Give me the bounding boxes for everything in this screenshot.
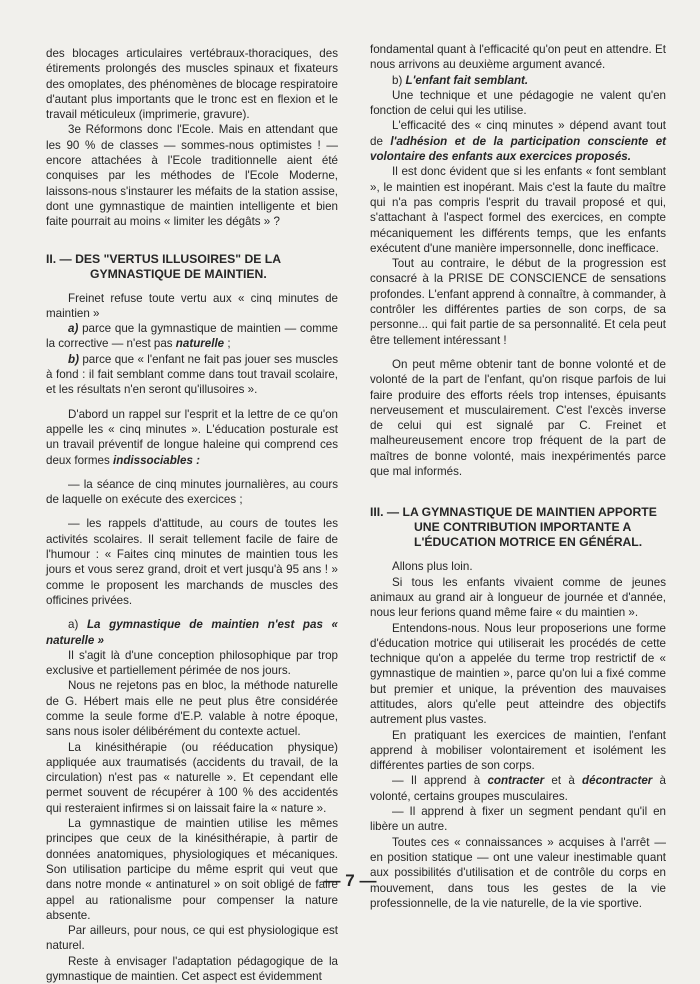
emphasis: contracter [487,774,545,788]
paragraph: a) parce que la gymnastique de maintien — comme la corrective — n'est pas naturelle ; [46,322,338,351]
list-label: b) [68,352,79,366]
paragraph: des blocages articulaires vertébraux-thoraciques, des étirements prolongés des muscles spinaux et fixateurs des omoplates, des phénomènes de blocage respiratoire d'autant plus importants que le tronc est en flexion et le travail méticuleux (imprimerie, gravure). [46,47,338,122]
paragraph: Nous ne rejetons pas en bloc, la méthode naturelle de G. Hébert mais elle ne peut plus être considérée comme la seule forme d'E.P. valable à notre époque, sans nous isoler délibérément du contexte actuel. [46,679,338,739]
paragraph: Il s'agit là d'une conception philosophique par trop exclusive et partiellement périmée de nos jours. [46,648,338,678]
paragraph: D'abord un rappel sur l'esprit et la lettre de ce qu'on appelle les « cinq minutes ». L'éducation posturale est un travail préventif de longue haleine qui comprend ces deux formes indissociables : [46,407,338,467]
emphasis: indissociables : [113,453,200,467]
list-label: a) [68,322,79,336]
paragraph: L'efficacité des « cinq minutes » dépend avant tout de l'adhésion et de la participation consciente et volontaire des enfants aux exercices proposés. [370,119,666,164]
paragraph: — la séance de cinq minutes journalières, au cours de laquelle on exécute des exercices ; [46,477,338,507]
subsection-heading-a: a) La gymnastique de maintien n'est pas « naturelle » [46,618,338,647]
paragraph: Entendons-nous. Nous leur proposerions une forme d'éducation motrice qui utiliserait les procédés de cette technique qu'on a appelée du terme trop restrictif de « gymnastique de maintien », parce qu'on lui a fixé comme but premier et unique, la prévention des mauvaises attitudes, alors qu'elle peut atteindre des objectifs autrement plus vastes. [370,621,666,727]
paragraph: La kinésithérapie (ou rééducation physique) appliquée aux traumatisés (accidents du travail, de la circulation) n'est pas « naturelle ». Et cependant elle permet souvent de récupérer à 100 % des accidentés qui resteraient infirmes si on laissait faire la « nature ». [46,740,338,815]
paragraph: fondamental quant à l'efficacité qu'on peut en attendre. Et nous arrivons au deuxième argument avancé. [370,43,666,72]
paragraph: 3e Réformons donc l'Ecole. Mais en attendant que les 90 % de classes — sommes-nous optimistes ! — encore attachées à l'Ecole traditionnelle aient été conquises par les méthodes de l'Ecole Moderne, laissons-nous s'instaurer les méfaits de la station assise, dont une gymnastique de maintien intelligente et bien faite pourrait au moins « limiter les dégâts » ? [46,123,338,229]
paragraph: Freinet refuse toute vertu aux « cinq minutes de maintien » [46,291,338,320]
paragraph: Toutes ces « connaissances » acquises à l'arrêt — en position statique — ont une valeur inestimable quant aux possibilités d'utilisation et de contrôle du corps en mouvement, dans tous les gestes de la vie professionnelle, de la vie naturelle, de la vie sportive. [370,835,666,910]
right-column [370,42,666,911]
paragraph: On peut même obtenir tant de bonne volonté et de volonté de la part de l'enfant, qu'on risque parfois de lui faire produire des efforts réels trop intenses, épuisants nerveusement et musculairement. C'est l'excès inverse de celui qui est signalé par C. Freinet et malheureusement encore trop fréquent de la part de maîtres de bonne volonté, mais inexpérimentés parce que mal informés. [370,357,666,479]
paragraph: Tout au contraire, le début de la progression est consacré à la PRISE DE CONSCIENCE de sensations profondes. L'enfant apprend à connaître, à commander, à contrôler les différentes parties de son corps, de sa personne... qui fait partie de sa personnalité. Et cela peut être tellement intéressant ! [370,257,666,347]
emphasis: naturelle [175,337,225,351]
paragraph: Si tous les enfants vivaient comme de jeunes animaux au grand air à longueur de journée et d'année, nous leur ferions quand même faire « du maintien ». [370,575,666,620]
paragraph: Reste à envisager l'adaptation pédagogique de la gymnastique de maintien. Cet aspect est évidemment [46,954,338,984]
paragraph: b) parce que « l'enfant ne fait pas jouer ses muscles à fond : il fait semblant comme dans tout travail scolaire, et les résultats n'en seront qu'illusoires ». [46,352,338,397]
paragraph: Une technique et une pédagogie ne valent qu'en fonction de celui qui les utilise. [370,88,666,118]
subsection-heading-b: b) L'enfant fait semblant. [392,73,529,87]
paragraph: — les rappels d'attitude, au cours de toutes les activités scolaires. Il serait tellement facile de faire de l'humour : « Faites cinq minutes de maintien tous les jours et vous serez grand, droit et vert jusqu'à 95 ans ! » comme le proposent les marchands de muscles des officines privées. [46,517,338,607]
paragraph: — Il apprend à fixer un segment pendant qu'il en libère un autre. [370,805,666,834]
section-heading-3: III. — LA GYMNASTIQUE DE MAINTIEN APPORTE UNE CONTRIBUTION IMPORTANTE A L'ÉDUCATION MOTRICE EN GÉNÉRAL. [370,505,657,550]
left-column [46,46,338,984]
emphasis: décontracter [582,774,653,788]
paragraph: Par ailleurs, pour nous, ce qui est physiologique est naturel. [46,924,338,953]
paragraph: Il est donc évident que si les enfants « font semblant », le maintien est inopérant. Mais c'est la faute du maître qui n'a pas compris l'esprit du travail proposé et qui, s'attachant à l'aspect formel des exercices, en compte mécaniquement les différents temps, que les enfants exécutent d'une manière impersonnelle, donc inefficace. [370,165,666,255]
emphasis: l'adhésion et de la participation consciente et volontaire des enfants aux exercices proposés. [370,134,666,164]
paragraph: — Il apprend à contracter et à décontracter à volonté, certains groupes musculaires. [370,774,666,803]
section-heading-2: II. — DES "VERTUS ILLUSOIRES" DE LA GYMNASTIQUE DE MAINTIEN. [46,251,281,281]
page-number: — 7 — [323,871,377,890]
paragraph: En pratiquant les exercices de maintien, l'enfant apprend à mobiliser volontairement et isolément les différentes parties de son corps. [370,728,666,773]
paragraph: Allons plus loin. [392,560,473,574]
paragraph: La gymnastique de maintien utilise les mêmes principes que ceux de la kinésithérapie, à partir de données anatomiques, physiologiques et mécaniques. Son utilisation participe du même esprit qui veut que dans notre monde « antinaturel » on soit obligé de faire appel au rationalisme pour compenser la nature absente. [46,817,338,922]
